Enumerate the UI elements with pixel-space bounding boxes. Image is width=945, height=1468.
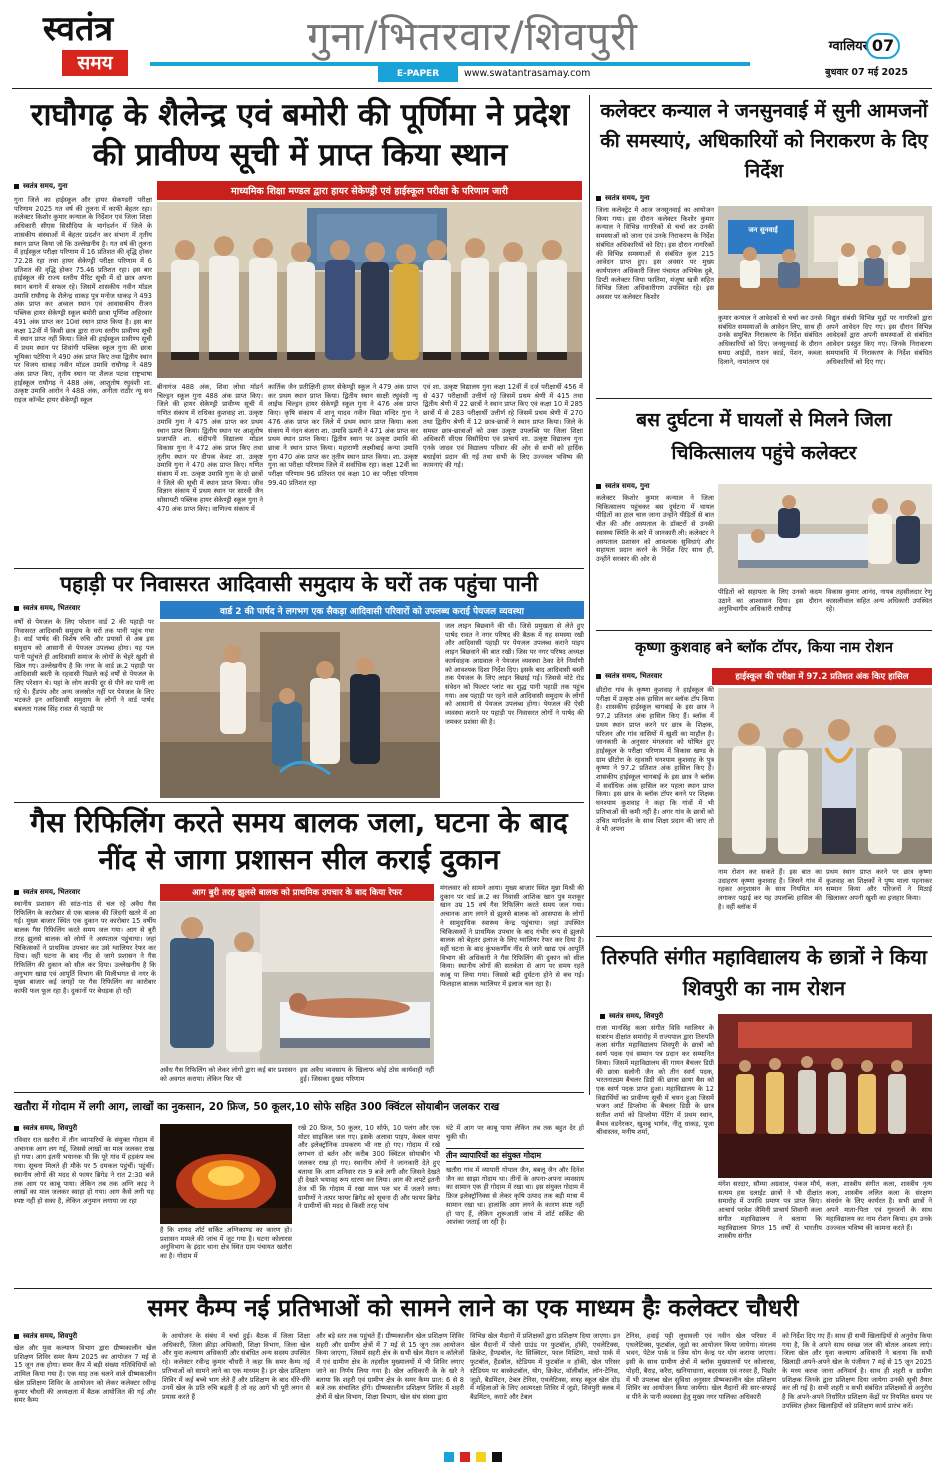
story3-bottom-rule (596, 630, 932, 631)
story4-byline-text: स्वतंत्र समय, भितरवार (23, 604, 81, 612)
story1-group-photo (157, 202, 582, 378)
story7-byline-text: स्वतंत्र समय, शिवपुरी (609, 1012, 664, 1020)
story3-col3: विकास कुमार आनंद, नायब तहसीलदार रेणु कासलीवाल सहित अन्य अधिकारी उपस्थित रहे। (826, 588, 932, 614)
story5-headline[interactable]: कृष्णा कुशवाह बने ब्लॉक टॉपर, किया नाम रोशन (635, 640, 893, 656)
hospital-photo-image (718, 484, 932, 584)
story3-col1: कलेक्टर किशोर कुमार कन्याल ने जिला चिकित्सालय पहुंचकर बस दुर्घटना में घायल पीड़ितों का हाल चाल जाना उन्होंने पीड़ितों से बात चीत की और अस्पताल के डॉक्टरों से उनकी स्वास्थ्य स्थिति के बारे में जानकारी ली। कलेक्टर ने अस्पताल प्रशासन को आवश्यक सुविधाएं और सहायता प्रदान करने के निर्देश दिए साथ ही, उन्होंने सरकार की ओर से (596, 494, 714, 563)
byline-bullet-icon (14, 606, 19, 611)
story8-col3: रखे 20 फ्रिज, 50 कूलर, 10 सोफे, 10 पलंग और एक मोटर साइकिल जल गए। इसके अलावा पाइप, केबल वायर और इलेक्ट्रॉनिक उपकरण भी नष्ट हो गए। गोदाम में रखे लगभग दो बर्तन और करीब 300 क्विंटल सोयाबीन भी जलकर राख हो गए। स्थानीय लोगों ने जानकारी देते हुए बताया कि आग शनिवार रात 9 बजे लगी और जिसने देखते ही देखते भयावह रूप धारण कर लिया। आग की लपटें इतनी तेज थीं कि गोदाम में रखा माल पल भर में जलने लगा। ग्रामीणों ने तत्पर फायर ब्रिगेड को सूचना दी और फायर ब्रिगेड ने ग्रामीणों की मदद से किसी तरह पांच (298, 1124, 440, 1211)
story2-col3: विद्युत संबंधी विभिन्न मुद्दों पर नागरिकों द्वारा अपने आवेदन दिए गए। इस दौरान विभिन्न आवेदकों द्वारा अपनी समस्याओं से संबंधित आवेदन प्रस्तुत किए गए। जिनके निराकरण समयावधि में निराकरण के निर्देश संबंधित अधिकारियों को दिए गए। (826, 314, 932, 366)
stage-photo-image (718, 1014, 932, 1178)
byline-bullet-icon (14, 1126, 19, 1131)
story9-byline (14, 1332, 164, 1341)
story9-col4: विभिन्न खेल मैदानों में प्रशिक्षकों द्वारा प्रशिक्षण दिया जाएगा। इन खेल मैदानों में पोलो ग्राउंड पर फुटबॉल, हॉकी, एथलेटिक्स, क्रिकेट, हैण्डबॉल, नेट सिक्विटर, फाल मिस्टिग, माधो पार्क में फुटबॉल, हैंडबॉल, स्टेडियम में फुटबॉल व हॉकी, खेल परिसर स्टेडियम पर बास्केटबॉल, योग, क्रिकेट, वॉलीबॉल, लॉन-टेनिस, जूडो, बैडमिंटन, टेबल टेनिस, एथलेटिक्स, सत्रह स्कूल खेल दोड़ में महिलाओं के लिए आत्मरक्षा शिविर में जूडो, शिवपुरी क्लब में बैडमिंटन, कराटे और टेबल (470, 1332, 620, 1401)
story6-banner: आग बुरी तरह झुलसे बालक को प्राथमिक उपचार के बाद किया रेफर (160, 884, 434, 901)
story4-bottom-rule (14, 802, 584, 803)
byline-bullet-icon (596, 196, 601, 201)
byline-bullet-icon (596, 674, 601, 679)
story7-col2: मंगेश सरदार, सौम्या अग्रवाल, पंकज मौर्य, सत्यम हस दलाईट छात्रों ने भी दीक्षांत समारोह में उपाधि प्रमाण पत्र प्राप्त किए। आचार्य परवेश जैमिनी प्राचार्य शिवानी कला संगीत महाविद्यालय ने बताया कि महाविद्यालय विगत 15 वर्षों से भारतीय शास्त्रीय संगीत (718, 1180, 822, 1241)
story8-byline (14, 1124, 164, 1133)
fire-photo-image (160, 1124, 292, 1224)
story4-headline[interactable]: पहाड़ी पर निवासरत आदिवासी समुदाय के घरों तक पहुंचा पानी (60, 572, 538, 596)
meeting-photo-image (718, 206, 932, 310)
website-link[interactable]: www.swatantrasamay.com (464, 68, 591, 79)
story6-col2: अवैध गैस रिफिलिंग को लेकर लोगों द्वारा कई बार प्रशासन को अवगत कराया। लेकिन फिर भी (160, 1066, 296, 1083)
byline-bullet-icon (14, 1334, 19, 1339)
story4-byline (14, 604, 164, 613)
story1-byline (14, 182, 154, 191)
water-photo-image (160, 622, 440, 798)
story2-col1: जिला कलेक्ट्रेट में आज जनसुनवाई का आयोजन किया गया। इस दौरान कलेक्टर किशोर कुमार कन्याल ने विभिन्न नागरिकों से चर्चा कर उनकी समस्याओं को जाना एवं उनके निराकरण के निर्देश संबंधित अधिकारियों को दिए। इस दौरान नागरिकों की विभिन्न समस्याओं से संबंधित कुल 215 आवेदन प्राप्त हुए। इस अवसर पर मुख्य कार्यपालन अधिकारी जिला पंचायत अभिषेक दुबे, डिप्टी कलेक्टर जिया फातिमा, मंजूषा खत्री सहित विभिन्न जिला अधिकारीगण उपस्थित रहे। इस अवसर पर कलेक्टर किशोर (596, 206, 714, 302)
story8-byline-text: स्वतंत्र समय, शिवपुरी (23, 1124, 78, 1132)
photo-sign-text: जन सुनवाई (748, 226, 778, 234)
story1-byline-text: स्वतंत्र समय, गुना (23, 182, 68, 190)
masthead-bottom-rule (12, 88, 932, 89)
story5-banner: हाईस्कूल की परीक्षा में 97.2 प्रतिशत अंक किए हासिल (712, 668, 932, 685)
edition-name: ग्वालियर (828, 39, 868, 54)
group-photo-image (157, 202, 582, 378)
brand-top-text: स्वतंत्र (42, 9, 114, 49)
story3-byline (596, 482, 736, 491)
story6-col4: मंगलवार को सामने आया। मुख्य बाजार स्थित मुन्ना मिश्री की दुकान पर वार्ड क्र.2 का निवासी आशिक खान पुत्र मशकूर खान उम्र 15 वर्ष गैस रिफिलिंग करते समय जल गया। अचानक आग लगने से झुलसे बालक को आसपास के लोगों ने सामुदायिक स्वास्थ्य केन्द्र पहुंचाया। जहां उपस्थित चिकित्सकों ने प्राथमिक उपचार के बाद गंभीर रूप से झुलसे बालक को बेहतर इलाज के लिए ग्वालियर रेफर कर दिया है। वहीं घटना के बाद कुंभकर्णीय नींद से जागे खाद्य एवं आपूर्ति विभाग की अधिकारी ने गैस रिफिलिंग की दुकान को सील किया। स्थानीय लोगों की सतर्कता से आग पर समय रहते काबू पा लिया गया। जिससे बड़ी दुर्घटना होने से बच गई। फिलहाल बालक ग्वालियर में इलाज चल रहा है। (440, 884, 584, 988)
story6-bottom-rule (14, 1092, 584, 1093)
story5-topper-photo (718, 688, 932, 864)
burn-photo-image (160, 902, 434, 1064)
story6-col1: स्थानीय प्रशासन की सांठ-गांठ से चल रहे अवैध गैस रिफिलिंग के कारोबार से एक बालक की जिंदगी खतरे में आ गई। मुख्य बाजार स्थित एक दुकान पर कारोबार 15 वर्षीय बालक गैस रिफिलिंग करते समय जल गया। आग से बुरी तरह झुलसे बालक को लोगों ने अस्पताल पहुंचाया। जहां चिकित्सकों ने प्राथमिक उपचार कर उसे ग्वालियर रेफर कर दिया। वहीं घटना के बाद नींद से जागे प्रशासन ने गैस रिफिलिंग की दुकान को सील कर दिया। उल्लेखनीय है कि अनुभाग खाद्य एवं आपूर्ति विभाग की मिलीभगत से नगर के मुख्य बाजार कई जगहों पर गैस रिफिलिंग का कारोबार काफी फल फूल रहा है। दुकानों पर बेधड़क हो रही (14, 900, 156, 996)
story2-headline[interactable]: कलेक्टर कन्याल ने जनसुनवाई में सुनी आमजनों की समस्याएं, अधिकारियों को निराकरण के दिए निर्देश (600, 100, 928, 182)
topper-photo-image (718, 688, 932, 864)
byline-bullet-icon (14, 184, 19, 189)
story1-col3: कार्तिक जैन प्रतीक्षिनी हायर सेकेण्ड्री स्कूल ने 479 अंक प्राप्त कर प्रथम स्थान प्राप्त किया। द्वितीय स्थान साक्षी रघुवंशी न्यू लाईफ चिल्ड्रन हायर सेकेण्ड्री स्कूल गुना ने 476 अंक प्राप्त किए। कृषि संकाय में शानू यादव नवीन विद्या मन्दिर गुना ने 476 अंक प्राप्त कर जिले में प्रथम स्थान प्राप्त किया। कला संकाय में नंदन बंजारा शा. उमावि ऊमरी ने 471 अंक प्राप्त कर प्रथम स्थान प्राप्त किया। द्वितीय स्थान पर उत्कृष्ट उमावि की छात्रा ने स्थान प्राप्त किया। महाराणी लक्ष्मीबाई कन्या उमावि गुना 470 अंक प्राप्त कर तृतीय स्थान प्राप्त किया। शा. उत्कृष्ट गुना का परीक्षा परिणाम जिले में सर्वाधिक रहा। कक्षा 12वीं का परीक्षा परिणाम 96 प्रतिशत एवं कक्षा 10 का परीक्षा परिणाम 99.40 प्रतिशत रहा (268, 383, 418, 487)
story2-byline (596, 194, 736, 203)
story3-headline[interactable]: बस दुर्घटना में घायलों से मिलने जिला चिकित्सालय पहुंचे कलेक्टर (636, 409, 892, 464)
story9-byline-text: स्वतंत्र समय, शिवपुरी (23, 1332, 78, 1340)
brand-logo[interactable] (22, 10, 134, 78)
story9-col2: के आयोजन के संबंध में चर्चा हुई। बैठक में जिला शिक्षा अधिकारी, जिला क्रीड़ा अधिकारी, शिक्षा विभाग, जिला खेल और युवा कल्याण अधिकारी और संबंधित अन्य सदस्य उपस्थित रहे। कलेक्टर रवीन्द्र कुमार चौधरी ने कहा कि समर कैम्प नई प्रतिभाओं को सामने लाने का एक माध्यम है। इन खेल प्रशिक्षण शिविर में कई बच्चे भाग लेते हैं और प्रशिक्षण के बाद धीरे-धीरे उनमें खेल के प्रति रुचि बढ़ती है तो वह आगे भी पूरी लगन से प्रयास करते हैं (162, 1332, 310, 1401)
story1-banner: माध्यमिक शिक्षा मण्डल द्वारा हायर सेकेण्ड्री एवं हाईस्कूल परीक्षा के परिणाम जारी (157, 181, 582, 200)
story4-water-photo (160, 622, 440, 798)
story9-col1: खेल और युवा कल्याण विभाग द्वारा ग्रीष्मकालीन खेल प्रशिक्षण शिविर समर कैम्प 2025 का आयोजन 7 मई से 15 जून तक होगा। समर कैंप में बड़ी संख्या गतिविधियों को शामिल किया गया है। एक माह तक चलने वाले ग्रीष्मकालीन खेल प्रशिक्षण शिविर के आयोजन को लेकर कलेक्टर रवीन्द्र कुमार चौधरी की अध्यक्षता में बैठक आयोजित की गई और समर कैम्प (14, 1344, 156, 1405)
epaper-label: E-PAPER (378, 66, 458, 82)
story8-col5: खतौरा गांव में व्यापारी गोपाल जैन, बबलू जैन और दिनेश जैन का साझा गोदाम था। तीनों के अपना-अपना व्यवसाय का सामान एक ही गोदाम में रखा था। इस संयुक्त गोदाम में फ्रिज इलेक्ट्रॉनिक्स से लेकर कृषि उत्पाद तक बड़ी मात्रा में सामान रखा था। हालांकि आग लगने के कारण स्पष्ट नहीं हो पाए हैं, लेकिन शुरूआती जांच में शॉर्ट सर्किट की आशंका जताई जा रही है। (446, 1166, 584, 1227)
story1-col2: बीनागंज 488 अंक, शिवा लोधा मॉडर्न चिल्ड्रन स्कूल गुना 488 अंक प्राप्त किए। जिले की हायर सेकेण्ड्री प्रावीण्य सूची में गणित संकाय में राधिका कुशवाह शा. उत्कृष्ट उमावि गुना ने 475 अंक प्राप्त कर प्रथम स्थान प्राप्त किया। द्वितीय स्थान पर आशुतोष प्रजापति शा. संदीपनी विद्यालय मॉडल विकास गुना ने 472 अंक प्राप्त किए तथा तृतीय स्थान पर दीपक केवट शा. उत्कृष्ट उमावि गुना ने 470 अंक प्राप्त किए। गणित संकाय में शा. उत्कृष्ट उमावि गुना के दो छात्रों ने जिले की सूची में स्थान प्राप्त किया। जीव विज्ञान संकाय में प्रथम स्थान पर सारवी जैन सोसायटी पब्लिक हायर सेकेण्ड्री स्कूल गुना ने 470 अंक प्राप्त किए। वाणिज्य संकाय में (157, 383, 263, 513)
story8-col2: है कि शायद शॉर्ट सर्किट अग्निकाण्ड का कारण हो। प्रशासन मामले की जांच में जुट गया है। घटना कोलारस अनुविभाग के इंदार थाना क्षेत्र स्थित ग्राम पंचायत खतौरा का है। गोदाम में (160, 1226, 292, 1261)
story1-headline[interactable]: राघौगढ़ के शैलेन्द्र एवं बमोरी की पूर्णिमा ने प्रदेश की प्रावीण्य सूची में प्राप्त किया स्थान (30, 97, 570, 173)
story4-col2: जल लाइन बिछवाने की थी। जिसे प्रमुखता से लेते हुए पार्षद रावत ने नगर परिषद की बैठक में यह समस्या रखी और आदिवासी पहाड़ी पर पेयजल उपलब्ध कराने पाइप लाइन बिछवाने की बात रखी। जिस पर नगर परिषद अध्यक्ष कार्यवाहक आग्रवाल ने पेयजल व्यवस्था ठेका देने निर्माणी को आवश्यक दिशा निर्देश दिए। इसके बाद आदिवासी बस्ती तक पेयजल के लिए लाइन बिछाई गई। जिससे मोटे रोड संवेदन को फिल्टर प्लांट का शुद्ध पानी पहाड़ी तक पहुंच गया। अब पहाड़ी पर रहने वाले आदिवासी समुदाय के लोगों को आसानी से पेयजल उपलब्ध होगा। पेयजल की ऐसी व्यवस्था कराने पर पहाड़ी पर निवासरत लोगों ने पार्षद की जमकर प्रशंसा की है। (445, 622, 584, 726)
story2-byline-text: स्वतंत्र समय, गुना (605, 194, 650, 202)
story6-headline[interactable]: गैस रिफिलिंग करते समय बालक जला, घटना के बाद नींद से जागा प्रशासन सील कराई दुकान (30, 806, 568, 876)
page-number: 07 (866, 33, 900, 59)
story9-col5: टेनिस, हवाई पट्टी लुधावली एवं नवीन खेल परिसर में एथलेटिक्स, फुटबॉल, जूडो का आयोजन किया जायेगा। मंगलम भवन, पेटेल पार्क व जिम योग केन्द्र पर योग कराया जाएगा। इसी के साथ ग्रामीण क्षेत्रों में ब्लॉक मुख्यालयों पर कोलारस, पोहरी, बैराड़, करैरा, खनियाधाना, बदरवास एवं नरवर हैं, पिछोर में भी उपलब्ध खेल सुविधा अनुसार प्रीष्मकालीन खेल प्रशिक्षण शिविर का आयोजन किया जायेगा। खेल मैदानों की सार-सफाई व पीने के पानी व्यवस्था हेतु मुख्य नगर पालिका अधिकारी (626, 1332, 776, 1401)
story2-bottom-rule (596, 398, 932, 399)
brand-bottom-text: समय (77, 52, 113, 74)
story4-col1: वर्षों से पेयजल के लिए परेशान वार्ड 2 की पहाड़ी पर निवासरत आदिवासी समुदाय के घरों तक पानी पहुंच गया है। वार्ड पार्षद की विशेष रुचि और प्रयासों से अब इस समुदाय को आसानी से पेयजल उपलब्ध होगा। यह पल पानी पहुंचते ही आदिवासी समाज के लोगों के चेहरे खुशी से खिल गए। उल्लेखनीय है कि नगर के वार्ड क्र.2 पहाड़ी पर आदिवासी बस्ती के रहवासी पिछले कई वर्षों से पेयजल के लिए परेशान थे। यहां के लोग काफी दूर से पीने का पानी ला रहे थे। हैंडपंप और अन्य जलस्रोत नहीं पर पेयजल के लिए भटकते इन आदिवासी समुदाय के लोगों ने वार्ड पार्षद बबलता गजब सिंह रावत से पहाड़ी पर (14, 618, 154, 714)
masthead (0, 0, 945, 88)
story6-col3: इस अवैध व्यवसाय के खिलाफ कोई ठोस कार्यवाही नहीं हुई। जिसका दुखद परिणाम (300, 1066, 434, 1083)
story7-col3: कला, शास्त्रीय संगीत कला, शास्त्रीय नृत्य कला, शास्त्रीय ललित कला के संरक्षण संवर्धन के लिए कार्यरत है। सभी छात्रों ने अपने माता-पिता एवं गुरुजनों के साथ महाविद्यालय का नाम रोशन किया। हम उनके उज्ज्वल भविष्य की कामना करते हैं। (826, 1180, 932, 1232)
column-divider-vertical (589, 95, 590, 1095)
story4-banner: वार्ड 2 की पार्षद ने लगभग एक सैकड़ा आदिवासी परिवारों को उपलब्ध कराई पेयजल व्यवस्था (160, 601, 584, 619)
story9-col6: को निर्देश दिए गए हैं। साथ ही सभी खिलाड़ियों से अनुरोध किया गया है, कि वे अपने साथ स्वच्छ जल की बोतल अवश्य लाएं। जिला खेल और युवा कल्याण अधिकारी ने बताया कि सभी खिलाड़ी अपने-अपने खेल के पंजीयन 7 मई से 15 जून 2025 के मध्य करवा जाना अनिवार्य है। साथ ही शहरी व ग्रामीण प्रशिक्षक जिनके द्वारा प्रशिक्षण दिया जायेगा उनकी सूची तैयार कर ली गई है। सभी शहरी व सभी संबंधित प्रशिक्षकों से अनुरोध है कि अपने-अपने निर्धारित प्रशिक्षण केंद्रों पर नियमित समय पर उपस्थित होकर खिलाड़ियों को प्रशिक्षण कार्य प्रारंभ करें। (782, 1332, 932, 1410)
byline-bullet-icon (596, 484, 601, 489)
story8-headline[interactable]: खतौरा में गोदाम में लगी आग, लाखों का नुकसान, 20 फ्रिज, 50 कूलर,10 सोफे सहित 300 क्विंटल सोयाबीन जलकर राख (14, 1101, 500, 1113)
color-swatch (476, 1452, 486, 1462)
story1-col4: एवं शा. उत्कृष्ट विद्यालय गुना कक्षा 12वीं में दर्ज परीक्षार्थी 456 में से 437 परीक्षार्थी उत्तीर्ण रहे जिसमें प्रथम श्रेणी में 415 तथा द्वितीय श्रेणी में 22 छात्रों ने स्थान प्राप्त किए एवं कक्षा 10 में 285 छात्रों में से 283 परीक्षार्थी उत्तीर्ण रहे जिसमें प्रथम श्रेणी में 270 तथा द्वितीय श्रेणी में 12 छात्र-छात्रों ने स्थान प्राप्त किया। जिले के समस्त छात्र-छात्राओं को उक्त उत्कृष्ट उपलब्धि पर जिला शिक्षा अधिकारी सीएस सिसौदिया एवं प्राचार्य शा. उत्कृष्ट विद्यालय गुना एनके जादव एवं विद्यालय परिवार की ओर से सभी को हार्दिक बधाईयां प्रदान की गई तथा सभी के लिए उज्ज्वल भविष्य की कामनाएं की गई। (423, 383, 583, 470)
story2-meeting-photo (718, 206, 932, 310)
story8-subhead: तीन व्यापारियों का संयुक्त गोदाम (446, 1148, 584, 1162)
story3-byline-text: स्वतंत्र समय, गुना (605, 482, 650, 490)
byline-bullet-icon (14, 890, 19, 895)
story6-byline (14, 888, 164, 897)
story7-headline[interactable]: तिरुपति संगीत महाविद्यालय के छात्रों ने किया शिवपुरी का नाम रोशन (601, 945, 927, 1000)
story5-byline-text: स्वतंत्र समय, भितरवार (605, 672, 663, 680)
color-swatch (492, 1452, 502, 1462)
story6-burn-photo (160, 902, 434, 1064)
story3-hospital-photo (718, 484, 932, 584)
story5-col3: प्रथम स्थान प्राप्त करने पर छात्र कृष्णा कुशवाह का शिक्षकों ने पुष्प माला पहनाकर सम्मान किया और परिजनों ने मिठाई खिलाकर अपनी खुशी का इजहार किया। (826, 868, 932, 903)
story7-col1: राजा मानसिंह कला संगीत विवि ग्वालियर के सत्रारंभ दीक्षांत समारोह में राज्यपाल द्वारा तिरुपति कला संगीत महाविद्यालय शिवपुरी के छात्रों को स्वर्ण पदक एवं सम्मान पत्र प्रदान कर सम्मानित किया। जिसमें महाविद्यालय की गायन बैचलर डिग्री की छात्रा सलोनी जैन को तीन स्वर्ण पदक, भरतनाट्यम बैचलर डिग्री की छात्रा छाया बैस को एक स्वर्ण पदक प्राप्त हुआ। महाविद्यालय के 12 विद्यार्थियों का प्रावीण्य सूची में चयन हुआ जिसमें भजन आर्ट डिप्लोमा के बैचलर डिग्री के छात्र सतीश शर्मा को डिप्लोमा पेंटिंग में प्रथम स्थान, बैभव वडनेरकर, खुशबु भार्गव, नीतू धाकड़, पूजा श्रीवास्तव, मनीष शर्मा, (596, 1024, 714, 1137)
story9-headline[interactable]: समर कैम्प नई प्रतिभाओं को सामने लाने का एक माध्यम हैः कलेक्टर चौधरी (147, 1294, 799, 1322)
story8-fire-photo (160, 1124, 292, 1224)
story9-top-rule (14, 1288, 932, 1289)
byline-bullet-icon (600, 1014, 605, 1019)
issue-date: बुधवार 07 मई 2025 (825, 67, 908, 78)
print-color-bar (0, 1452, 945, 1462)
story5-bottom-rule (596, 936, 932, 937)
story3-col2: पीड़ितों को सहायता के लिए उनको कदम उठाने का आश्वासन दिया। इस दौरान अनुविभागीय अधिकारी राघौगढ़ (718, 588, 822, 614)
story9-col3: और बड़े स्तर तक पहुंचते हैं। ग्रीष्मकालीन खेल प्रशिक्षण शिविर सहरी और ग्रामीण क्षेत्रों में 7 मई से 15 जून तक आयोजन किया जाएगा, जिसमें सहरी क्षेत्र के सभी खेल मैदान व कॉलेजों में एवं ग्रामीण क्षेत्र के तहसील मुख्यालयों में भी शिविर लगाए जाने का निर्णय लिया गया है। खेल अधिकारी के के खरे ने बताया कि शहरी एवं ग्रामीण क्षेत्र के समर कैम्प प्रात: 6 से 8 बजे तक संचालित होंगे। ग्रीष्मकालीन प्रशिक्षण शिविर में शहरी क्षेत्रों में खेल विभाग, शिक्षा विभाग, खेल संघ संस्था द्वारा (316, 1332, 464, 1401)
story7-stage-photo (718, 1014, 932, 1178)
color-swatch (444, 1452, 454, 1462)
section-title: गुना/भितरवार/शिवपुरी (307, 14, 638, 60)
story6-byline-text: स्वतंत्र समय, भितरवार (23, 888, 81, 896)
story5-col1: छीटोरा गांव के कृष्णा कुशवाह ने हाईस्कूल की परीक्षा में उत्कृष्ट अंक हासिल कर ब्लॉक टॉप किया है। शासकीय हाईस्कूल चागबाई के इस छात्र ने 97.2 प्रतिशत अंक हासिल किए हैं। ब्लॉक में प्रथम स्थान प्राप्त करने पर छात्र के शिक्षक, परिजन और गांव वासियों में खुशी का माहौल है। जानकारी के अनुसार मंगलवार को घोषित हुए हाईस्कूल के परीक्षा परिणाम में विकास खण्ड के ग्राम छीटोरा के रहवासी घनश्याम कुशवाह के पुत्र कृष्णा ने 97.2 प्रतिशत अंक हासिल किए हैं। शासकीय हाईस्कूल चागबाई के इस छात्र ने ब्लॉक में सर्वाधिक अंक हासिल कर पहला स्थान प्राप्त किया। इस छात्र के ब्लॉक टॉपर बनने पर शिक्षक घनश्याम कुशवाह ने कहा कि गांवों में भी प्रतिभाओं की कमी नहीं है। अगर गांव के छात्रों को उचित मार्गदर्शन के साथ शिक्षा प्रदान की जाए तो वे भी अपना (596, 686, 714, 834)
story2-col2: कुमार कन्याल ने आवेदकों से चर्चा कर उनसे संबंधित समस्याओं के आवेदन लिए, साथ ही उनके समुचित निराकरण के निर्देश संबंधित अधिकारियों को दिए। जनसुनवाई के दौरान समग्र आईडी, राशन कार्ड, पेंशन, कब्जा दिलाने, नामांतरण एवं (718, 314, 822, 366)
story8-col1: रविवार रात खतौरा में तीन व्यापारियों के संयुक्त गोदाम में अचानक आग लग गई, जिससे लाखों का माल जलकर राख हो गया। आग इतनी भयानक थी कि पूरे गांव में हड़कंप मच गया। सूचना मिलते ही मौके पर 5 दमकल पहुंचीं। पहुंचीं। स्थानीय लोगों की मदद से फायर ब्रिगेड ने रात 2:30 बजे तक आग पर काबू पाया। लेकिन तब तक अग्नि काड़ ने लाखों का माल जलकर स्वाहा हो गया। आग कैसे लगी यह स्पष्ट नहीं हो सका है, लेकिन अनुमान लगाया जा रहा (14, 1136, 154, 1205)
story1-col1: गुना जिले का हाईस्कूल और हायर सेकण्डरी परीक्षा परिणाम 2025 गत वर्ष की तुलना में काफी बेहतर रहा। कलेक्टर किशोर कुमार कन्याल के निर्देशन एवं जिला शिक्षा अधिकारी सीएस सिसौदिया के मार्गदर्शन में जिले के शासकीय संस्थाओं में बेहतर प्रदर्शन कर संभाग में तृतीय स्थान प्राप्त किया जो कि उल्लेखनीय है। गत वर्ष की तुलना में हाईस्कूल परीक्षा परिणाम में 16 प्रतिशत की वृद्धि होकर 72.28 रहा तथा हायर सेकेण्ड्री परीक्षा परिणाम में 6 प्रतिशत की वृद्धि होकर 75.46 प्रतिशत रहा। इस बार हाईस्कूल की राज्य स्तरीय मैरिट सूची में दो छात्र अपना स्थान बनाने में सफल रहे। जिसमें शासकीय नवीन मॉडल उमावि राघौगढ़ के शैलेन्द्र धाकड़ पुत्र मनोज धाकड़ ने 493 अंक प्राप्त कर अव्वल स्थान एवं आवासकीय रीजन पब्लिक हायर सेकेण्ड्री स्कूल बमोरी छात्रा पूर्णिमा अहिरवार 491 अंक प्राप्त कर 10वां स्थान प्राप्त किया है। इस बार कक्षा 12वीं में किसी छात्र द्वारा राज्य स्तरीय प्रावीण्य सूची में स्थान प्राप्त नहीं किया। जिले की हाईस्कूल प्रावीण्य सूची में प्रथम स्थान पर शिवांगी पब्लिक स्कूल गुना की छात्रा भूमिका पटेरिया ने 490 अंक प्राप्त किए तथा द्वितीय स्थान पर विजय धाकड़ नवीन मॉडल उमावि राघौगढ़ ने 489 अंक प्राप्त किए, तृतीय स्थान पर शैलज पटवा राष्ट्रभाषा हाईस्कूल राघौगढ़ ने 488 अंक, आशुतोष रघुवंशी शा. उत्कृष्ट उमावि आरोन ने 488 अंक, अनीता राठौर न्यू सन राइज कॉन्वेंट हायर सेकेण्ड्री स्कूल (14, 196, 152, 405)
story5-col2: नाम रोशन कर सकते हैं। इस बात का उदाहरण कृष्णा कुशवाह है। जिसने गांव में रहकर अनुशासन के साथ नियमित मन लगाकर पढ़ाई कर यह उपलब्धि हासिल की है। वहीं ब्लॉक में (718, 868, 822, 911)
story8-col4: घंटे में आग पर काबू पाया लेकिन तब तक बहुत देर हो चुकी थी। (446, 1124, 584, 1141)
color-swatch (460, 1452, 470, 1462)
